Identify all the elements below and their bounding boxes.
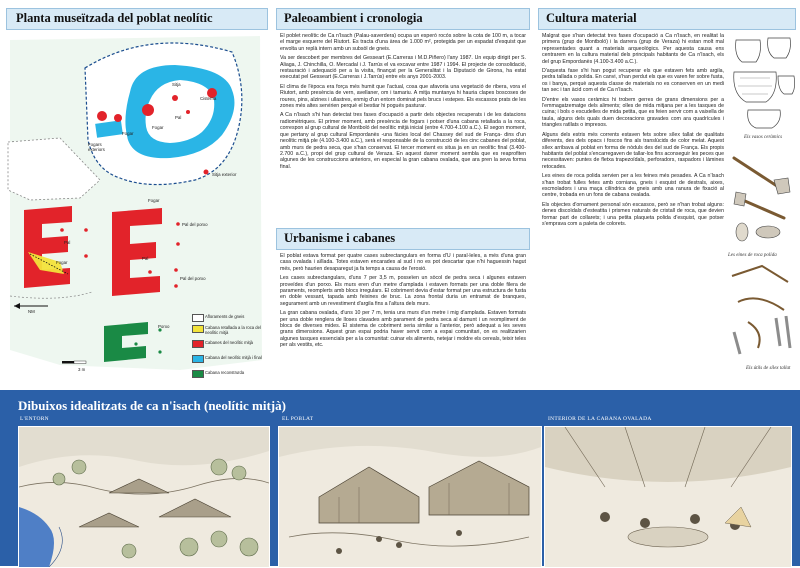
illustration-surroundings: [18, 426, 270, 568]
legend-label-yellow: Cabana retallada a la roca del neolític mitjà: [205, 325, 261, 335]
label-pal: Pal: [175, 115, 182, 120]
label-fogar: Fogar: [152, 125, 164, 130]
label-cisterna: Cisterna: [200, 96, 217, 101]
urban-paragraph: El poblat estava format per quatre cases subrectangulars en forma d'U i paral·leles, a més d'una gran casa ovalada i aïllada. Totes estaven encarades al sud i no es pot descartar que n'hi haguessin hagut més, però haurien desaparegut ja fa temps a causa de l'erosió.: [280, 253, 526, 272]
urban-text: [280, 253, 526, 352]
label-scale: 3 m: [78, 367, 86, 372]
culture-paragraph: D'entre els vasos ceràmics hi trobem gerres de grans dimensions per a l'emmagatzematge dels aliments; olles de mida mitjana per a les tasques de cuina; i bols o escudelles de mida petita, que es feien servir com a vaixella de taula, alguns dels quals duen decoracions gravades com ara quadrícules i triangles ratllats o impresos.: [542, 96, 724, 129]
hearth: [142, 104, 154, 116]
label-pal-3: Pal: [142, 256, 149, 261]
label-sitja-exterior: Sitja exterior: [212, 172, 237, 177]
panel-label-surroundings: L'ENTORN: [20, 416, 49, 422]
map-title: Planta museïtzada del poblat neolític: [16, 11, 213, 25]
paleo-title: Paleoambient i cronologia: [284, 11, 423, 25]
legend-swatch-gneis: [192, 314, 204, 322]
paleo-paragraph: El clima de l'època era força més humit que l'actual, cosa que afavoria una vegetació de ribera, vora el Riutort, amb presència de vern, avellaner, om i tamariu. A mitja muntanya hi hauria clapes boscoses de roures, pins, alzines i ullastres, enmig d'un entorn dominat pels brucs i estepes. Els escassos prats de les zones més altes servirien perquè el bestiar hi pogués pasturar.: [280, 83, 526, 110]
panel-label-oval-hut-interior: INTERIOR DE LA CABANA OVALADA: [548, 416, 652, 422]
label-fogar-2: Fogar: [122, 131, 134, 136]
legend-swatch-red: [192, 340, 204, 348]
culture-paragraph: Els objectes d'ornament personal són escassos, però se n'han trobat alguns: denes discoïdals d'esteatita i prismes naturals de cristall de roca, que devien formar part de collarets; i una petita plaqueta polida d'esquist, que potser s'emprava com a paleta de colorets.: [542, 201, 724, 227]
caption-ceramic-vessels: Els vasos ceràmics: [744, 135, 783, 140]
paleo-paragraph: A Ca n'Isach s'hi han detectat tres fases d'ocupació a partir dels objectes recuperats i de les datacions radiomètriques. El primer moment, amb presència de fogars i potser d'una cabana retallada a la roca, correspon al grup cultural de Montboló del neolític mitjà inicial (entre 4.700-4.100 a.C.). El segon moment, que pertany al grup cultural Empordanès -una fàcies local del Chassey del sud de França- dins d'un neolític mitjà ple (4.100-3.400 a.C.), serà el responsable de la construcció de les cinc cabanes del poblat, amb murs de pedra seca, que s'han conservat. El tercer moment es situa ja en un neolític final (3.400-2.700 a.C.), propi del grup cultural de Veraza. En aquest darrer moment sembla que es reaprofiten algunes de les construccions anteriors, en especial la gran cabana ovalada, que ara pren la seva forma final.: [280, 112, 527, 170]
urban-title: Urbanisme i cabanes: [284, 231, 396, 245]
label-pal-porxo: Pal del porxo: [182, 222, 208, 227]
illustrations-title: Dibuixos idealitzats de ca n'isach (neolític mitjà): [18, 398, 286, 413]
label-fogars-exteriors: Fogars exteriors: [88, 142, 105, 152]
legend-label-blue: Cabana del neolític mitjà i final: [205, 355, 262, 360]
legend-swatch-yellow: [192, 325, 204, 333]
text-section-middle: [272, 0, 534, 390]
label-porxo: Porxo: [158, 324, 170, 329]
post: [186, 110, 190, 114]
ceramic-vessels-illustration: [728, 32, 796, 132]
label-pal-porxo-2: Pal del porxo: [180, 276, 206, 281]
ext-hearth-2: [114, 114, 122, 122]
ext-hearth: [97, 111, 107, 121]
caption-polished-tools: Les eines de roca polida: [728, 253, 777, 258]
legend-label-red: Cabanes del neolític mitjà: [205, 340, 253, 345]
u-hut-2: [112, 208, 162, 296]
map-section: [0, 0, 272, 390]
label-fogar-4: Fogar: [56, 260, 68, 265]
polished-stone-tools-illustration: [728, 148, 798, 248]
legend-label-green: Cabana reconstruïda: [205, 370, 245, 375]
culture-section: [534, 0, 800, 390]
label-pal-2: Pal: [64, 240, 71, 245]
paleo-paragraph: El poblet neolític de Ca n'Isach (Palau-saverdera) ocupa un esperó rocós sobre la cota de 100 m, a tocar el marge esquerre del Riutort. Es tracta d'una àrea de 1.000 m², protegida per un espadat d'esquist que envolta un replà intern amb un subsòl de gneis.: [280, 33, 526, 52]
paleo-paragraph: Va ser descobert per membres del Gesseart (E.Carreras i M.D.Piñero) l'any 1987. Un equip dirigit per S. Aliaga, J. Chinchilla, O. Mercadal i J. Tarrús el va excavar entre 1987 i 1994. El projecte de consolidació, restauració i adequació per a la visita, finançat per la Generalitat i la Diputació de Girona, ha estat executat pel Gesseart (E.Carreras i J.Tarrús) entre els anys 2001-2003.: [280, 55, 526, 81]
culture-paragraph: Alguns dels estris més corrents estaven fets sobre sílex tallat de qualitats diferents, des dels opacs i foscos fins als translúcids de color melat. Aquest sílex arribava al poblat en forma de nòduls des del sud de França. Els propis habitants del poblat s'encarregaven de tallar-los fins aconseguir les peces que necessitaven: puntes de fletxa trapezoïdals, perforadors, raspadors i làmines retocades.: [542, 131, 724, 170]
culture-paragraph: D'aquesta fase s'hi han pogut recuperar els que estaven fets amb argila, pedra tallada o polida. En canvi, s'han perdut els que es varen fer sobre fusta, os i banya, perquè aquesta classe de materials no es conserven en un medi tan sec i tan àcid com el de Ca n'Isach.: [542, 68, 724, 94]
culture-title: Cultura material: [546, 11, 637, 25]
culture-text: [542, 33, 724, 230]
illustration-village: [278, 426, 542, 568]
legend-label-gneis: Afloraments de gneis: [205, 314, 245, 319]
silo: [172, 95, 178, 101]
illustration-oval-hut-interior: [544, 426, 792, 568]
culture-paragraph: Les eines de roca polida servien per a les feines més pesades. A Ca n'Isach s'han trobat fulles fetes amb corniana, gneis i esquist de destrals, aixes, escmoladors i una maça cilíndrica de gneis amb una ranura de fixació al centre, trobada en un fons de cabana ovalada.: [542, 173, 724, 199]
urban-paragraph: La gran cabana ovalada, d'uns 10 per 7 m, tenia uns murs d'un metre i mig d'amplada. Estaven formats per una doble renglera de lloses clavades amb parament de pedra seca al damunt i un reompliment de blocs de diverses mides. El sistema de cobriment seria similar a l'anterior, però adequat a les seves grans dimensions. Aquest gran espai podria haver servit com a espai comunitari, on es realitzarien algunes tasques essencials per a la comunitat: cuinar els aliments, netejar i moldre els cereals, teixir teles per als vestits, etc.: [280, 310, 526, 349]
label-fogar-3: Fogar: [148, 198, 160, 203]
paleo-text: [280, 33, 526, 173]
site-plan: [0, 30, 272, 390]
u-hut-1: [24, 206, 72, 288]
panel-label-village: EL POBLAT: [282, 416, 314, 422]
urban-paragraph: Les cases subrectangulars, d'uns 7 per 3,5 m, posseïen un sòcol de pedra seca i algunes estaven proveïdes d'un porxo. Els murs eren d'un metre d'amplada i estaven formats per una doble filera de paraments, reomplerts amb blocs irregulars. El cobriment devia d'estar format per una estructura de fusta en doble vessant, tapada amb feixines de bruc. La zona frontal duria un entramat de branques, segurament amb un revestiment d'argila fins a l'altura dels murs.: [280, 275, 526, 307]
flint-tools-illustration: [728, 262, 798, 362]
caption-flint-tools: Els útils de sílex tallat: [746, 366, 791, 371]
label-nm: NM: [28, 309, 35, 314]
culture-paragraph: Malgrat que s'han detectat tres fases d'ocupació a Ca n'Isach, en realitat la primera (grup de Montboló) i la darrera (grup de Veraza) hi estan molt mal representades quant a materials arqueològics. Per aquesta causa ens centrarem en la cultura material dels principals habitants de Ca n'Isach, els del grup Empordanès (4.100-3.400 a.C.).: [542, 33, 724, 65]
label-sitja: Sitja: [172, 82, 181, 87]
ext-silo: [204, 170, 209, 175]
legend-swatch-green: [192, 370, 204, 378]
legend-swatch-blue: [192, 355, 204, 363]
